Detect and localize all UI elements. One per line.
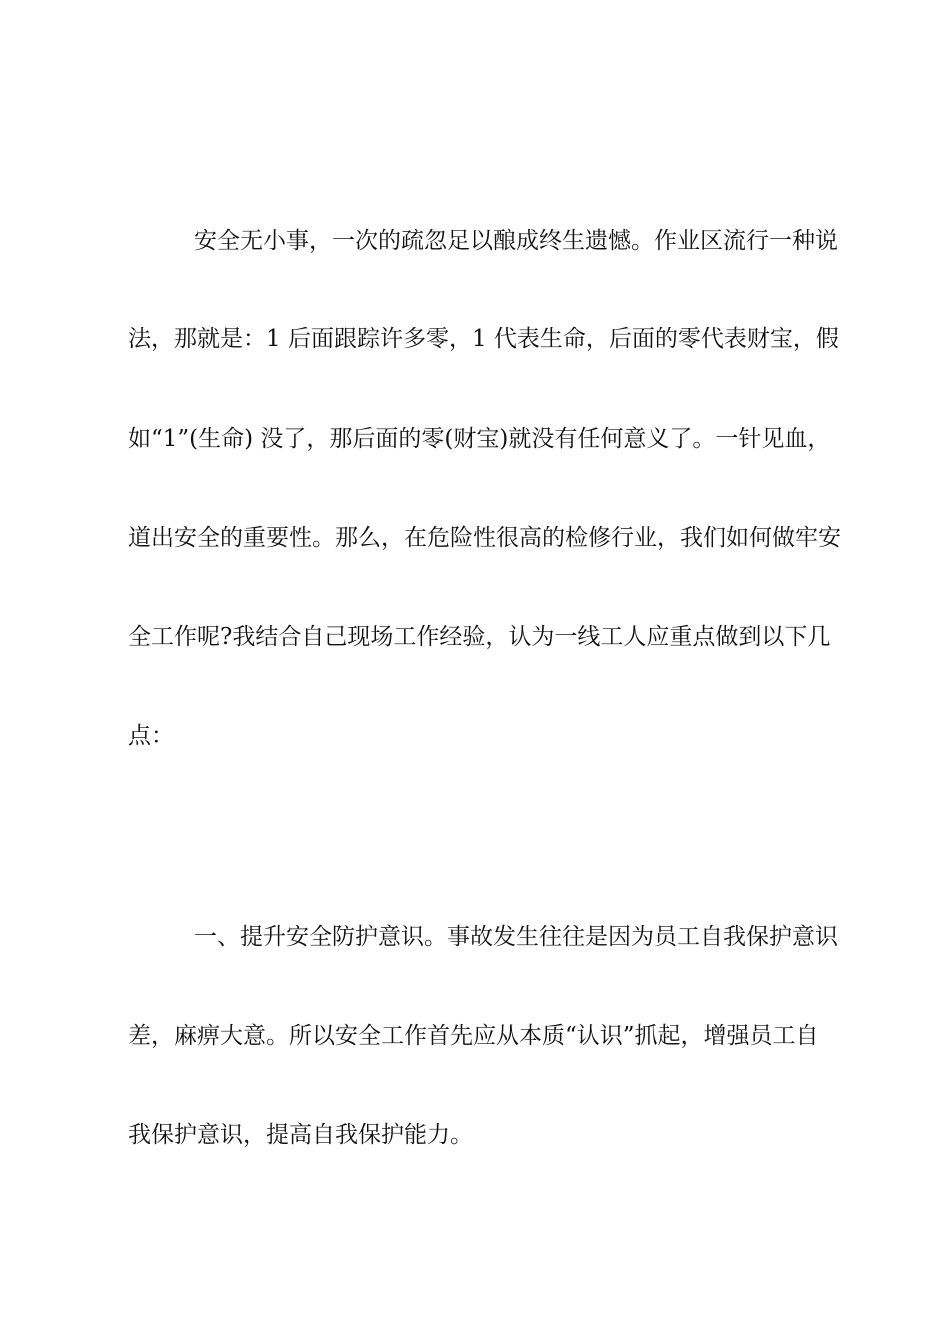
text-line: 如“1”(生命) 没了，那后面的零(财宝)就没有任何意义了。一针见血， [128, 426, 831, 452]
text-line: 全工作呢?我结合自己现场工作经验，认为一线工人应重点做到以下几 [128, 624, 831, 650]
text-line: 法，那就是：1 后面跟踪许多零，1 代表生命，后面的零代表财宝，假 [128, 326, 839, 352]
text-line: 差，麻痹大意。所以安全工作首先应从本质“认识”抓起，增强员工自 [128, 1023, 819, 1049]
text-line: 我保护意识，提高自我保护能力。 [128, 1122, 473, 1148]
text-line: 道出安全的重要性。那么，在危险性很高的检修行业，我们如何做牢安 [128, 525, 841, 551]
text-line: 一、提升安全防护意识。事故发生往往是因为员工自我保护意识 [194, 924, 838, 950]
text-line: 安全无小事，一次的疏忽足以酿成终生遗憾。作业区流行一种说 [194, 228, 838, 254]
text-line: 点： [128, 723, 174, 749]
